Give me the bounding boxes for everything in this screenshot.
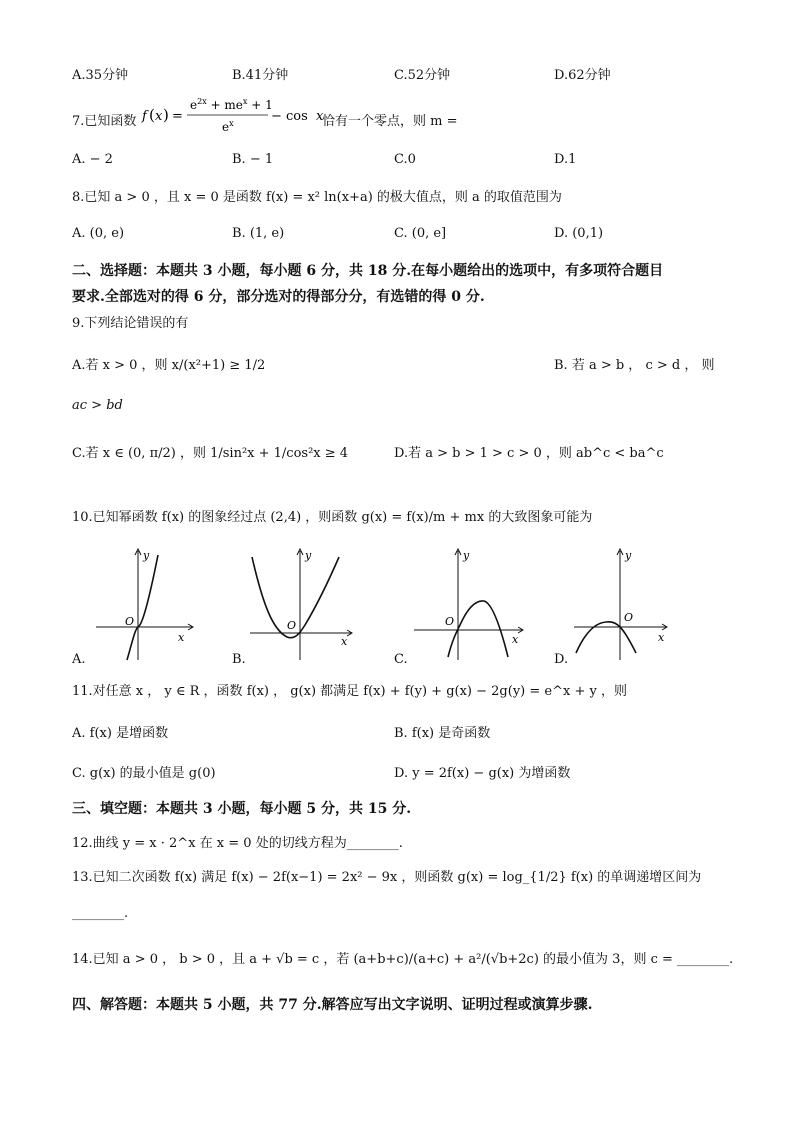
svg-text:): ) <box>163 106 169 124</box>
q10-graph-a-origin: O <box>125 615 135 628</box>
q11-option-b: B. f(x) 是奇函数 <box>394 726 491 741</box>
q10-graph-d-y-label: y <box>625 549 632 562</box>
q7-option-b: B. − 1 <box>232 152 274 167</box>
q11-option-c: C. g(x) 的最小值是 g(0) <box>72 766 216 781</box>
q6-option-b: B.41分钟 <box>232 68 289 83</box>
q11-option-d: D. y = 2f(x) − g(x) 为增函数 <box>394 766 571 781</box>
q8-option-d: D. (0,1) <box>554 226 604 241</box>
svg-text:ex: $e^x$ <box>222 119 234 134</box>
q10-label-d: D. <box>554 652 569 667</box>
q10-graph-c-y-label: y <box>463 549 470 562</box>
q10-graph-a-x-label: x <box>178 631 185 644</box>
q8-option-b: B. (1, e) <box>232 226 285 241</box>
q10-graph-d-x-label: x <box>658 631 665 644</box>
q7-suffix: 恰有一个零点，则 m = <box>322 114 458 129</box>
q9-option-d: D.若 a > b > 1 > c > 0 ，则 ab^c < ba^c <box>394 446 664 461</box>
q10-graph-b-origin: O <box>287 619 297 632</box>
section-2-heading-line2: 要求.全部选对的得 6 分，部分选对的得部分分，有选错的得 0 分. <box>72 289 485 305</box>
q10-graph-a-curve <box>127 555 158 660</box>
q13-line2: ________. <box>72 906 129 921</box>
q10-graph-a <box>90 545 200 665</box>
q9-option-b-continued: ac > bd <box>72 398 123 413</box>
q6-option-d: D.62分钟 <box>554 68 611 83</box>
section-4-heading: 四、解答题：本题共 5 小题，共 77 分.解答应写出文字说明、证明过程或演算步骤. <box>72 997 593 1013</box>
q9-option-a: A.若 x > 0 ，则 x/(x²+1) ≥ 1/2 <box>72 358 266 373</box>
question-14: 14.已知 a > 0 ， b > 0 ，且 a + √b = c ，若 (a+b+c)/(a+c) + a²/(√b+2c) 的最小值为 3，则 c = ________. <box>72 952 734 967</box>
q10-graph-c-x-label: x <box>512 633 519 646</box>
q7-prefix: 7.已知函数 <box>72 114 137 129</box>
q10-stem: 10.已知幂函数 f(x) 的图象经过点 (2,4) ，则函数 g(x) = f(x)/m + mx 的大致图象可能为 <box>72 510 593 525</box>
q10-graph-b-y-label: y <box>305 549 312 562</box>
q10-graph-b <box>245 545 360 665</box>
q8-option-c: C. (0, e] <box>394 226 447 241</box>
q7-formula <box>140 92 340 136</box>
q6-option-a: A.35分钟 <box>72 68 129 83</box>
svg-text:f: f <box>142 109 147 124</box>
svg-text:=: = <box>172 109 183 124</box>
q7-option-d: D.1 <box>554 152 577 167</box>
svg-text:x: x <box>316 109 324 124</box>
q10-graph-d <box>570 545 675 665</box>
svg-text:e2x + mex + 1: $e^{2x} + me^x + 1$ <box>190 97 273 112</box>
q9-option-b: B. 若 a > b ， c > d ， 则 <box>554 358 715 373</box>
q13-line1: 13.已知二次函数 f(x) 满足 f(x) − 2f(x−1) = 2x² − 9x ，则函数 g(x) = log_{1/2} f(x) 的单调递增区间为 <box>72 870 702 885</box>
q10-graph-d-origin: O <box>624 611 634 624</box>
q9-stem: 9.下列结论错误的有 <box>72 316 189 331</box>
section-2-heading-line1: 二、选择题：本题共 3 小题，每小题 6 分，共 18 分.在每小题给出的选项中，有多项符合题目 <box>72 263 664 279</box>
q10-graph-c <box>410 545 530 665</box>
q8-option-a: A. (0, e) <box>72 226 125 241</box>
q9-option-c: C.若 x ∈ (0, π/2) ，则 1/sin²x + 1/cos²x ≥ 4 <box>72 446 349 461</box>
q11-option-a: A. f(x) 是增函数 <box>72 726 169 741</box>
q7-option-a: A. − 2 <box>72 152 113 167</box>
svg-text:x: x <box>155 109 163 124</box>
q10-label-c: C. <box>394 652 408 667</box>
section-3-heading: 三、填空题：本题共 3 小题，每小题 5 分，共 15 分. <box>72 801 412 817</box>
q6-option-c: C.52分钟 <box>394 68 451 83</box>
q10-graph-b-x-label: x <box>341 635 348 648</box>
q10-label-b: B. <box>232 652 246 667</box>
svg-text:(: ( <box>149 106 155 124</box>
q10-graph-c-curve <box>448 601 508 657</box>
q7-option-c: C.0 <box>394 152 416 167</box>
q10-graph-a-y-label: y <box>143 549 150 562</box>
q8-stem: 8.已知 a > 0 ，且 x = 0 是函数 f(x) = x² ln(x+a) 的极大值点，则 a 的取值范围为 <box>72 190 562 205</box>
svg-text:− cos: − cos <box>271 109 308 124</box>
q10-label-a: A. <box>72 652 86 667</box>
question-12: 12.曲线 y = x · 2^x 在 x = 0 处的切线方程为________. <box>72 836 403 851</box>
q10-graph-c-origin: O <box>445 615 455 628</box>
q11-stem: 11.对任意 x ， y ∈ R ，函数 f(x) ， g(x) 都满足 f(x) + f(y) + g(x) − 2g(y) = e^x + y ，则 <box>72 684 627 699</box>
